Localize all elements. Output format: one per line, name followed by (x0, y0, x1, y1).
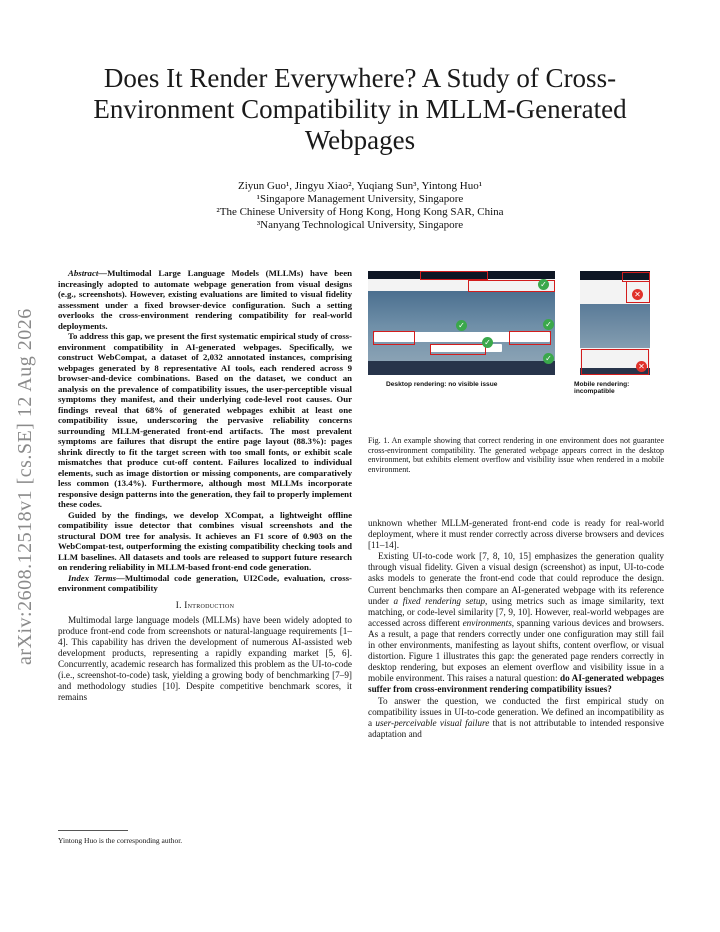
figure-label-mobile: Mobile rendering: incompatible (574, 381, 630, 395)
rp2-italic-2: environments (462, 617, 512, 628)
footnote: Yintong Huo is the corresponding author. (58, 836, 183, 845)
affiliation-3: ³Nanyang Technological University, Singapore (256, 219, 464, 231)
mobile-hero-image (580, 304, 650, 354)
desktop-highlight-banner (420, 271, 488, 280)
desktop-highlight-form-right (509, 331, 551, 345)
arxiv-identifier: arXiv:2608.12518v1 [cs.SE] 12 Aug 2026 (14, 308, 36, 665)
research-question: do AI-generated webpages suffer from cross-environment rendering compatibility issues? (368, 673, 664, 695)
right-paragraph-3 (368, 696, 664, 740)
rp3-a: To answer the question, we conducted the first empirical study on compatibility issues in UI-to-code generation. We defined an incompatibility as a (368, 695, 664, 728)
abstract-p2: To address this gap, we present the first systematic empirical study of cross-environment compatibility in AI-generated webpages. Specifically, we construct WebCompat, a dataset of 2,032 annotated instances, comprising webpages generated by 8 representative AI tools, each rendered across 9 browser-and-device combinations. Based on the dataset, we conduct an analysis on the prevalence of compatibility issues, the user-perceptible visual symptoms they manifest, and their underlying code-level root causes. Our findings reveal that 68% of generated webpages exhibit at least one compatibility issue, underscoring the pervasive reliability concerns surrounding MLLM-generated front-end artifacts. The most prevalent symptoms are failures that disrupt the entire page layout (88.3%): pages shrink directly to fit the target screen with too small fonts, or exhibit scale mismatches that produce cut-off content. Failures localized to individual elements, such as image distortion or missing components, are comparatively less common (13.4%). Furthermore, although most MLLMs incorporate responsive design patterns into the generation, they fail to properly implement these codes. (58, 331, 352, 509)
desktop-check-icon-1: ✓ (538, 279, 549, 290)
affiliation-1: ¹Singapore Management University, Singapore (256, 193, 464, 205)
desktop-check-icon-3: ✓ (543, 319, 554, 330)
figure-label-desktop: Desktop rendering: no visible issue (386, 381, 498, 388)
figure-caption: Fig. 1. An example showing that correct rendering in one environment does not guarantee cross-environment compatibility. The generated webpage appears correct in the desktop environment, but exhibits element overflow and visibility issue when rendered in a mobile environment. (368, 436, 664, 474)
index-terms-lead: Index Terms— (68, 572, 125, 583)
index-terms (58, 573, 352, 594)
section-heading-introduction: I. Introduction (175, 599, 235, 610)
desktop-footer (368, 361, 555, 375)
footnote-rule (58, 830, 128, 831)
rp2-italic-1: a fixed rendering setup (393, 595, 486, 606)
rp3-italic: user-perceivable visual failure (375, 717, 490, 728)
abstract-p1 (58, 268, 352, 331)
paper-title: Does It Render Everywhere? A Study of Cross-Environment Compatibility in MLLM-Generated Webpages (93, 63, 627, 155)
rp3-b: that is not attributable to intended responsive adaptation and (368, 717, 665, 739)
abstract-lead: Abstract— (68, 268, 108, 278)
mobile-error-icon-1: ✕ (632, 289, 643, 300)
rp2-b: , using metrics such as image similarity, text matching, or code-level similarity [7, 9, 10]. However, real-world webpages are accessed across different (368, 595, 664, 628)
affiliation-2: ²The Chinese University of Hong Kong, Hong Kong SAR, China (216, 206, 504, 218)
abstract-text-1: Multimodal Large Language Models (MLLMs) have been increasingly adopted to automate webpage generation from visual designs (e.g., screenshots). However, existing evaluations are limited to visual fidelity assessment under a fixed browser-device configuration. Such a setting overlooks the cross-environment rendering compatibility for real-world deployments. (58, 268, 352, 331)
desktop-check-icon-5: ✓ (543, 353, 554, 364)
right-paragraph-2 (368, 551, 664, 695)
desktop-highlight-sub (430, 344, 486, 355)
rp2-c: , spanning various devices and browsers. As a result, a page that renders correctly under one configuration may still fail in other environments, manifesting as layout shifts, content overflow, or visual distortion. Figure 1 illustrates this gap: the generated page renders correctly in desktop rendering, but exposes an element overflow and visibility issue in a mobile environment. This raises a natural question: (368, 617, 664, 684)
right-paragraph-1: unknown whether MLLM-generated front-end code is ready for real-world deployment, where it must render correctly across diverse browsers and devices [11–14]. (368, 518, 664, 551)
desktop-highlight-form-left (373, 331, 415, 345)
index-terms-text: Multimodal code generation, UI2Code, evaluation, cross-environment compatibility (58, 572, 352, 593)
right-column (368, 518, 664, 740)
figure-1 (366, 268, 666, 454)
desktop-check-icon-4: ✓ (482, 337, 493, 348)
rp2-a: Existing UI-to-code work [7, 8, 10, 15] emphasizes the generation quality through visual fidelity. Given a visual design (screenshot) as input, UI-to-code asks models to generate the front-end code that could reproduce the design. Current benchmarks then compare an AI-generated webpage with its reference under (368, 551, 664, 606)
author-block (60, 180, 660, 232)
desktop-screenshot (368, 271, 555, 375)
intro-paragraph: Multimodal large language models (MLLMs) have been widely adopted to produce front-end code from screenshots or natural-language requirements [1–4]. This capability has driven the development of numerous AI-assisted web development products, representing a rapidly expanding market [5, 6]. Concurrently, academic research has formalized this problem as the UI-to-code (i.e., screenshot-to-code) task, yielding a growing body of benchmarking [7–9] and methodology studies [10]. Despite competitive benchmark scores, it remains (58, 614, 352, 703)
left-column (58, 268, 352, 703)
mobile-screenshot (580, 271, 650, 375)
abstract-p3: Guided by the findings, we develop XCompat, a lightweight offline compatibility issue detector that combines visual screenshots and the structural DOM tree for analysis. It achieves an F1 score of 0.903 on the WebCompat-test, outperforming the existing compatibility checking tools and LLM baselines. All datasets and tools are released to support future research on rendering reliability in MLLM-based front-end code generation. (58, 509, 352, 572)
desktop-check-icon-2: ✓ (456, 320, 467, 331)
author-names: Ziyun Guo¹, Jingyu Xiao², Yuqiang Sun³, Yintong Huo¹ (238, 180, 482, 192)
mobile-error-icon-2: ✕ (636, 361, 647, 372)
